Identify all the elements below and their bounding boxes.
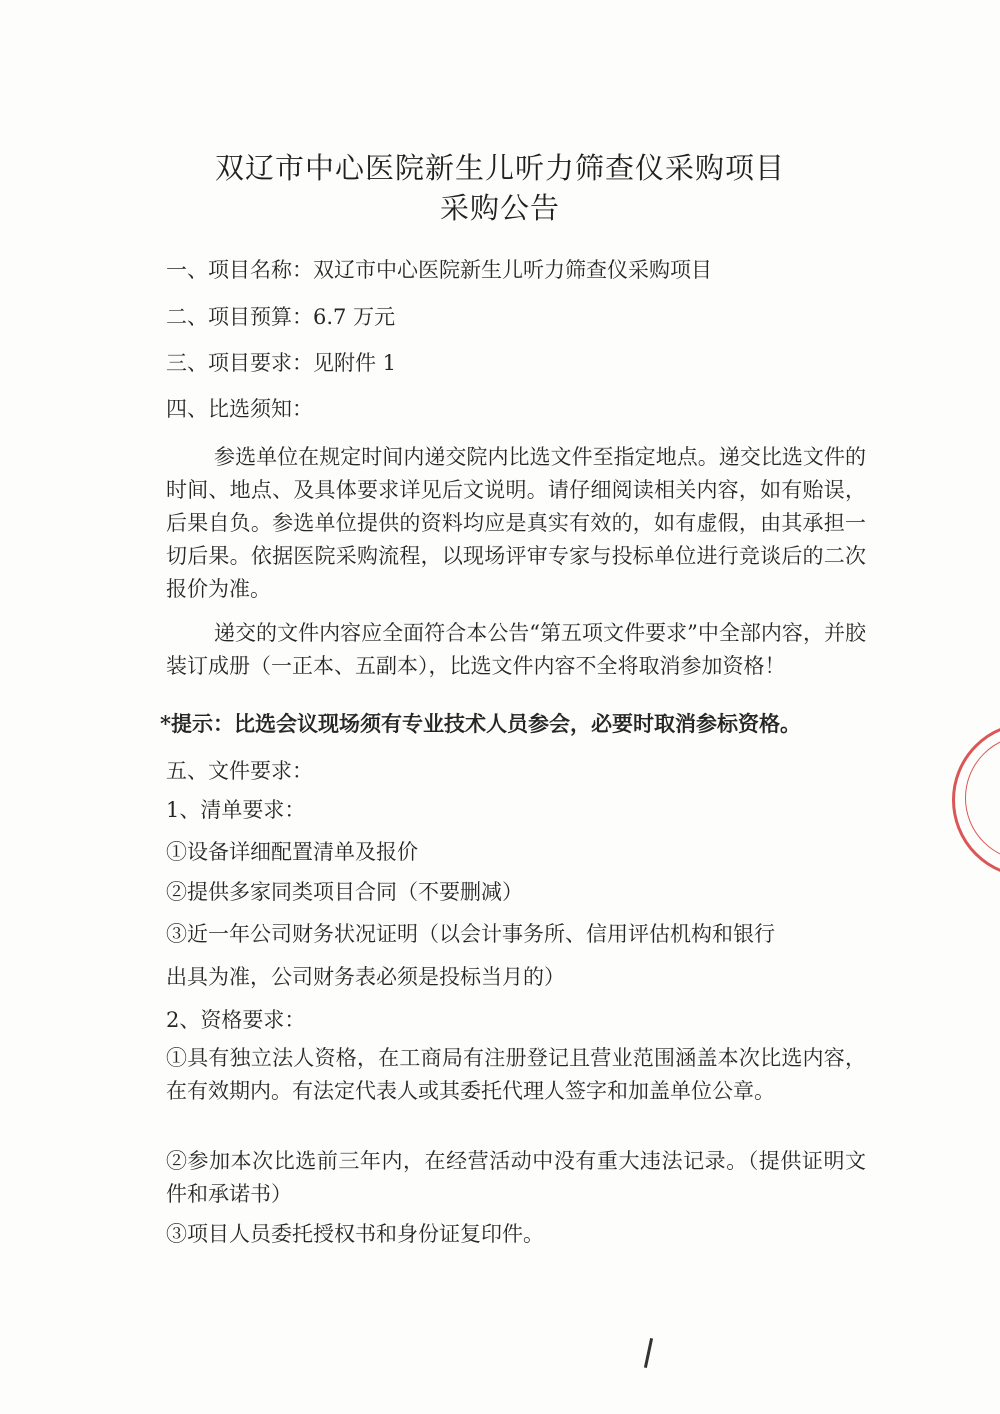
list-requirements-heading: 1、清单要求： [166, 798, 306, 822]
document-title-line1: 双辽市中心医院新生儿听力筛查仪采购项目 [214, 151, 785, 185]
list-item-3-line1: ③近一年公司财务状况证明（以会计事务所、信用评估机构和银行 [166, 922, 775, 946]
official-seal-inner-ring [965, 735, 1000, 861]
notice-paragraph-1-text: 参选单位在规定时间内递交院内比选文件至指定地点。递交比选文件的时间、地点、及具体要求详见后文说明。请仔细阅读相关内容，如有贻误，后果自负。参选单位提供的资料均应是真实有效的，如有虚假，由其承担一切后果。依据医院采购流程，以现场评审专家与投标单位进行竞谈后的二次报价为准。 [166, 445, 866, 601]
notice-heading: 四、比选须知： [166, 397, 313, 421]
notice-tip: *提示：比选会议现场须有专业技术人员参会，必要时取消参标资格。 [160, 711, 801, 736]
file-requirements-heading: 五、文件要求： [166, 759, 313, 783]
qualification-heading: 2、资格要求： [166, 1008, 306, 1032]
notice-paragraph-2 [166, 617, 866, 683]
notice-paragraph-1 [166, 441, 866, 606]
project-budget-line: 二、项目预算：6.7 万元 [166, 305, 396, 329]
project-name-line: 一、项目名称：双辽市中心医院新生儿听力筛查仪采购项目 [166, 258, 712, 282]
qualification-item-2: ②参加本次比选前三年内，在经营活动中没有重大违法记录。（提供证明文件和承诺书） [166, 1149, 866, 1206]
list-item: ②提供多家同类项目合同（不要删减） [166, 880, 523, 904]
list-item-3-line2: 出具为准，公司财务表必须是投标当月的） [166, 965, 565, 989]
official-seal-stamp [952, 722, 1000, 878]
qualification-item-1: ①具有独立法人资格，在工商局有注册登记且营业范围涵盖本次比选内容，在有效期内。有法定代表人或其委托代理人签字和加盖单位公章。 [166, 1046, 866, 1103]
project-requirement-line: 三、项目要求：见附件 1 [166, 351, 397, 375]
notice-paragraph-2-text: 递交的文件内容应全面符合本公告“第五项文件要求”中全部内容，并胶装订成册（一正本、五副本），比选文件内容不全将取消参加资格！ [166, 621, 866, 678]
document-title-line2: 采购公告 [439, 191, 560, 225]
qualification-item-3: ③项目人员委托授权书和身份证复印件。 [166, 1222, 544, 1246]
pen-mark [644, 1338, 653, 1368]
list-item: ①设备详细配置清单及报价 [166, 840, 418, 864]
